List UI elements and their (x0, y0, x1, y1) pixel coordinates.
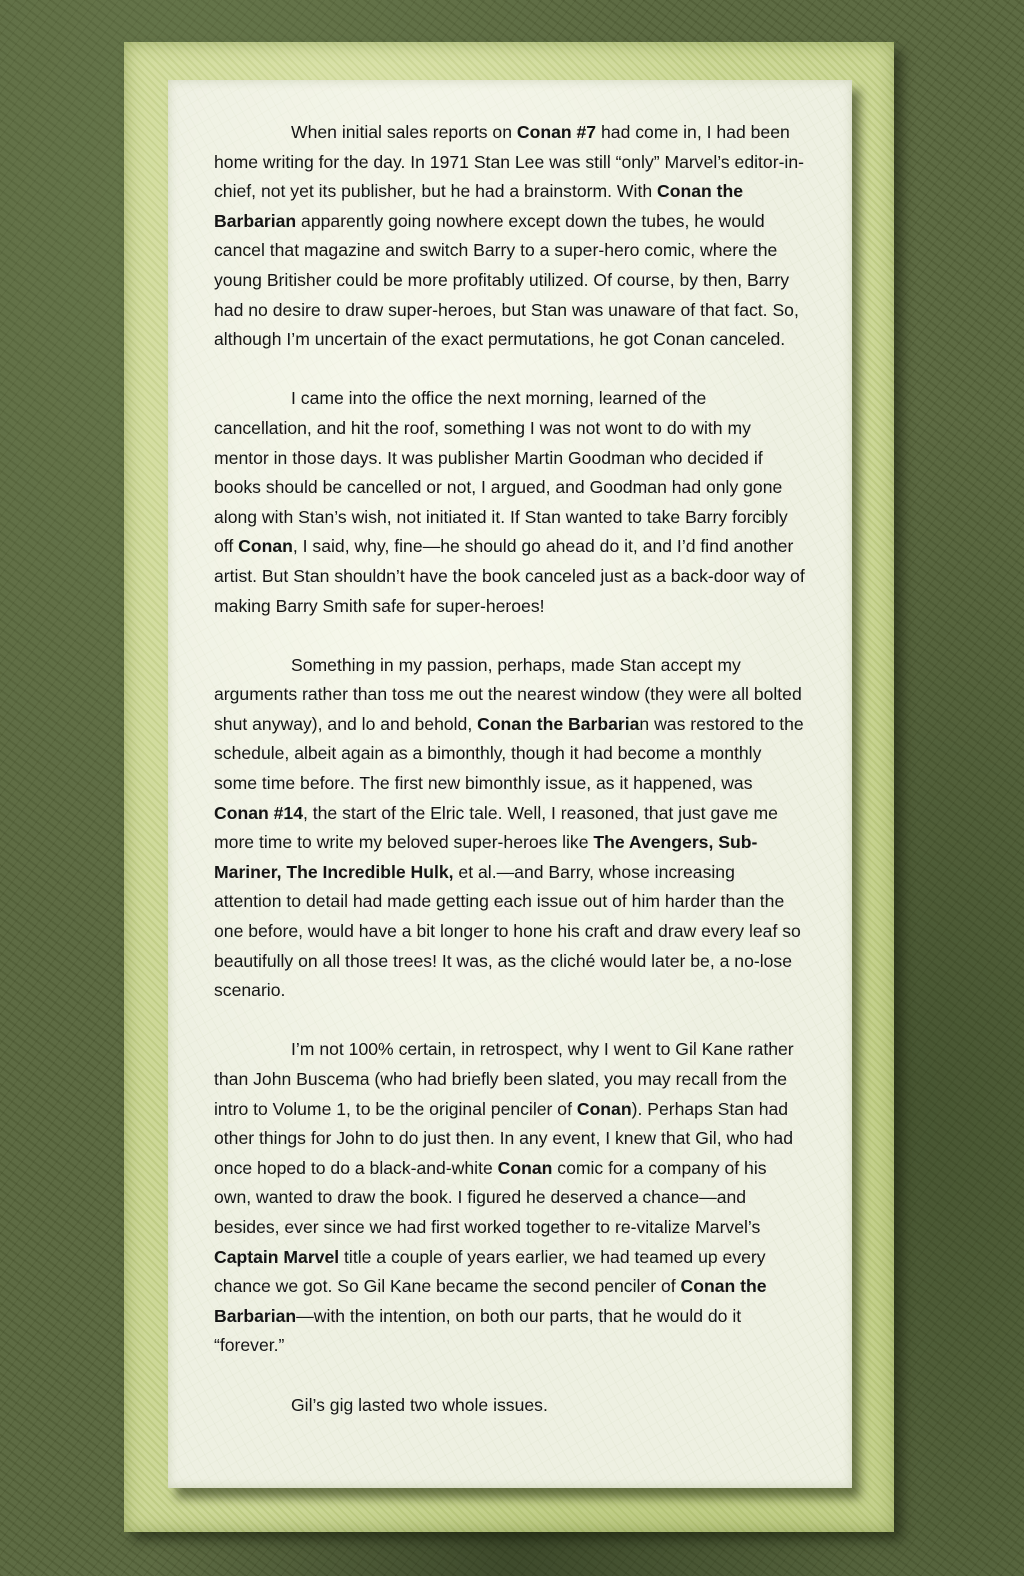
paragraph-1 (214, 118, 806, 355)
bold-title-text: Conan the Barbarian (214, 181, 744, 231)
body-text: , the start of the Elric tale. Well, I reasoned, that just gave me more time to write my beloved super-heroes like (214, 802, 778, 853)
body-text: , I said, why, fine—he should go ahead do it, and I’d find another artist. But Stan shouldn’t have the book canceled just as a back-door way of making Barry Smith safe for super-heroes! (214, 536, 805, 616)
body-text: et al.—and Barry, whose increasing attention to detail had made getting each issue out of him harder than the one before, would have a bit longer to hone his craft and draw every leaf so beautifully on all those trees! It was, as the cliché would later be, a no-lose scenario. (214, 861, 801, 1001)
body-text: Gil’s gig lasted two whole issues. (291, 1394, 548, 1415)
paragraph-4 (214, 1035, 806, 1361)
bold-title-text: The Avengers, Sub-Mariner, The Incredible Hulk, (214, 832, 758, 882)
body-text: ). Perhaps Stan had other things for John to do just then. In any event, I knew that Gil, who had once hoped to do a black-and-white (214, 1098, 793, 1178)
text-page (168, 80, 852, 1488)
body-text: I’m not 100% certain, in retrospect, why I went to Gil Kane rather than John Buscema (who had briefly been slated, you may recall from the intro to Volume 1, to be the original penciler of (214, 1039, 794, 1119)
body-text: had come in, I had been home writing for the day. In 1971 Stan Lee was still “only” Marvel’s editor-in-chief, not yet its publisher, but he had a brainstorm. With (214, 122, 804, 202)
paragraph-3 (214, 651, 806, 1006)
body-text: apparently going nowhere except down the tubes, he would cancel that magazine and switch Barry to a super-hero comic, where the young Britisher could be more profitably utilized. Of course, by then, Barry had no desire to draw super-heroes, but Stan was unaware of that fact. So, although I’m uncertain of the exact permutations, he got Conan canceled. (214, 210, 799, 350)
bold-title-text: Conan (497, 1157, 553, 1178)
article-body (214, 118, 806, 1420)
body-text: n was restored to the schedule, albeit again as a bimonthly, though it had become a monthly some time before. The first new bimonthly issue, as it happened, was (214, 713, 804, 794)
body-text: comic for a company of his own, wanted to draw the book. I figured he deserved a chance—and besides, ever since we had first worked together to re-vitalize Marvel’s (214, 1157, 767, 1237)
bold-title-text: Conan the Barbarian (214, 1276, 767, 1326)
body-text: Something in my passion, perhaps, made Stan accept my arguments rather than toss me out the nearest window (they were all bolted shut anyway), and lo and behold, (214, 654, 802, 734)
paragraph-2 (214, 384, 806, 621)
bold-title-text: Captain Marvel (214, 1246, 340, 1267)
bold-title-text: Conan #14 (214, 802, 303, 823)
body-text: I came into the office the next morning, learned of the cancellation, and hit the roof, something I was not wont to do with my mentor in those days. It was publisher Martin Goodman who decided if books should be cancelled or not, I argued, and Goodman had only gone along with Stan’s wish, not initiated it. If Stan wanted to take Barry forcibly off (214, 388, 788, 557)
body-text: When initial sales reports on (291, 122, 517, 142)
bold-title-text: Conan the Barbaria (477, 713, 640, 734)
paragraph-5 (214, 1391, 806, 1421)
bold-title-text: Conan (576, 1098, 632, 1119)
bold-title-text: Conan #7 (516, 122, 597, 142)
body-text: title a couple of years earlier, we had teamed up every chance we got. So Gil Kane became the second penciler of (214, 1246, 766, 1297)
bold-title-text: Conan (238, 536, 293, 557)
body-text: —with the intention, on both our parts, that he would do it “forever.” (214, 1305, 742, 1356)
